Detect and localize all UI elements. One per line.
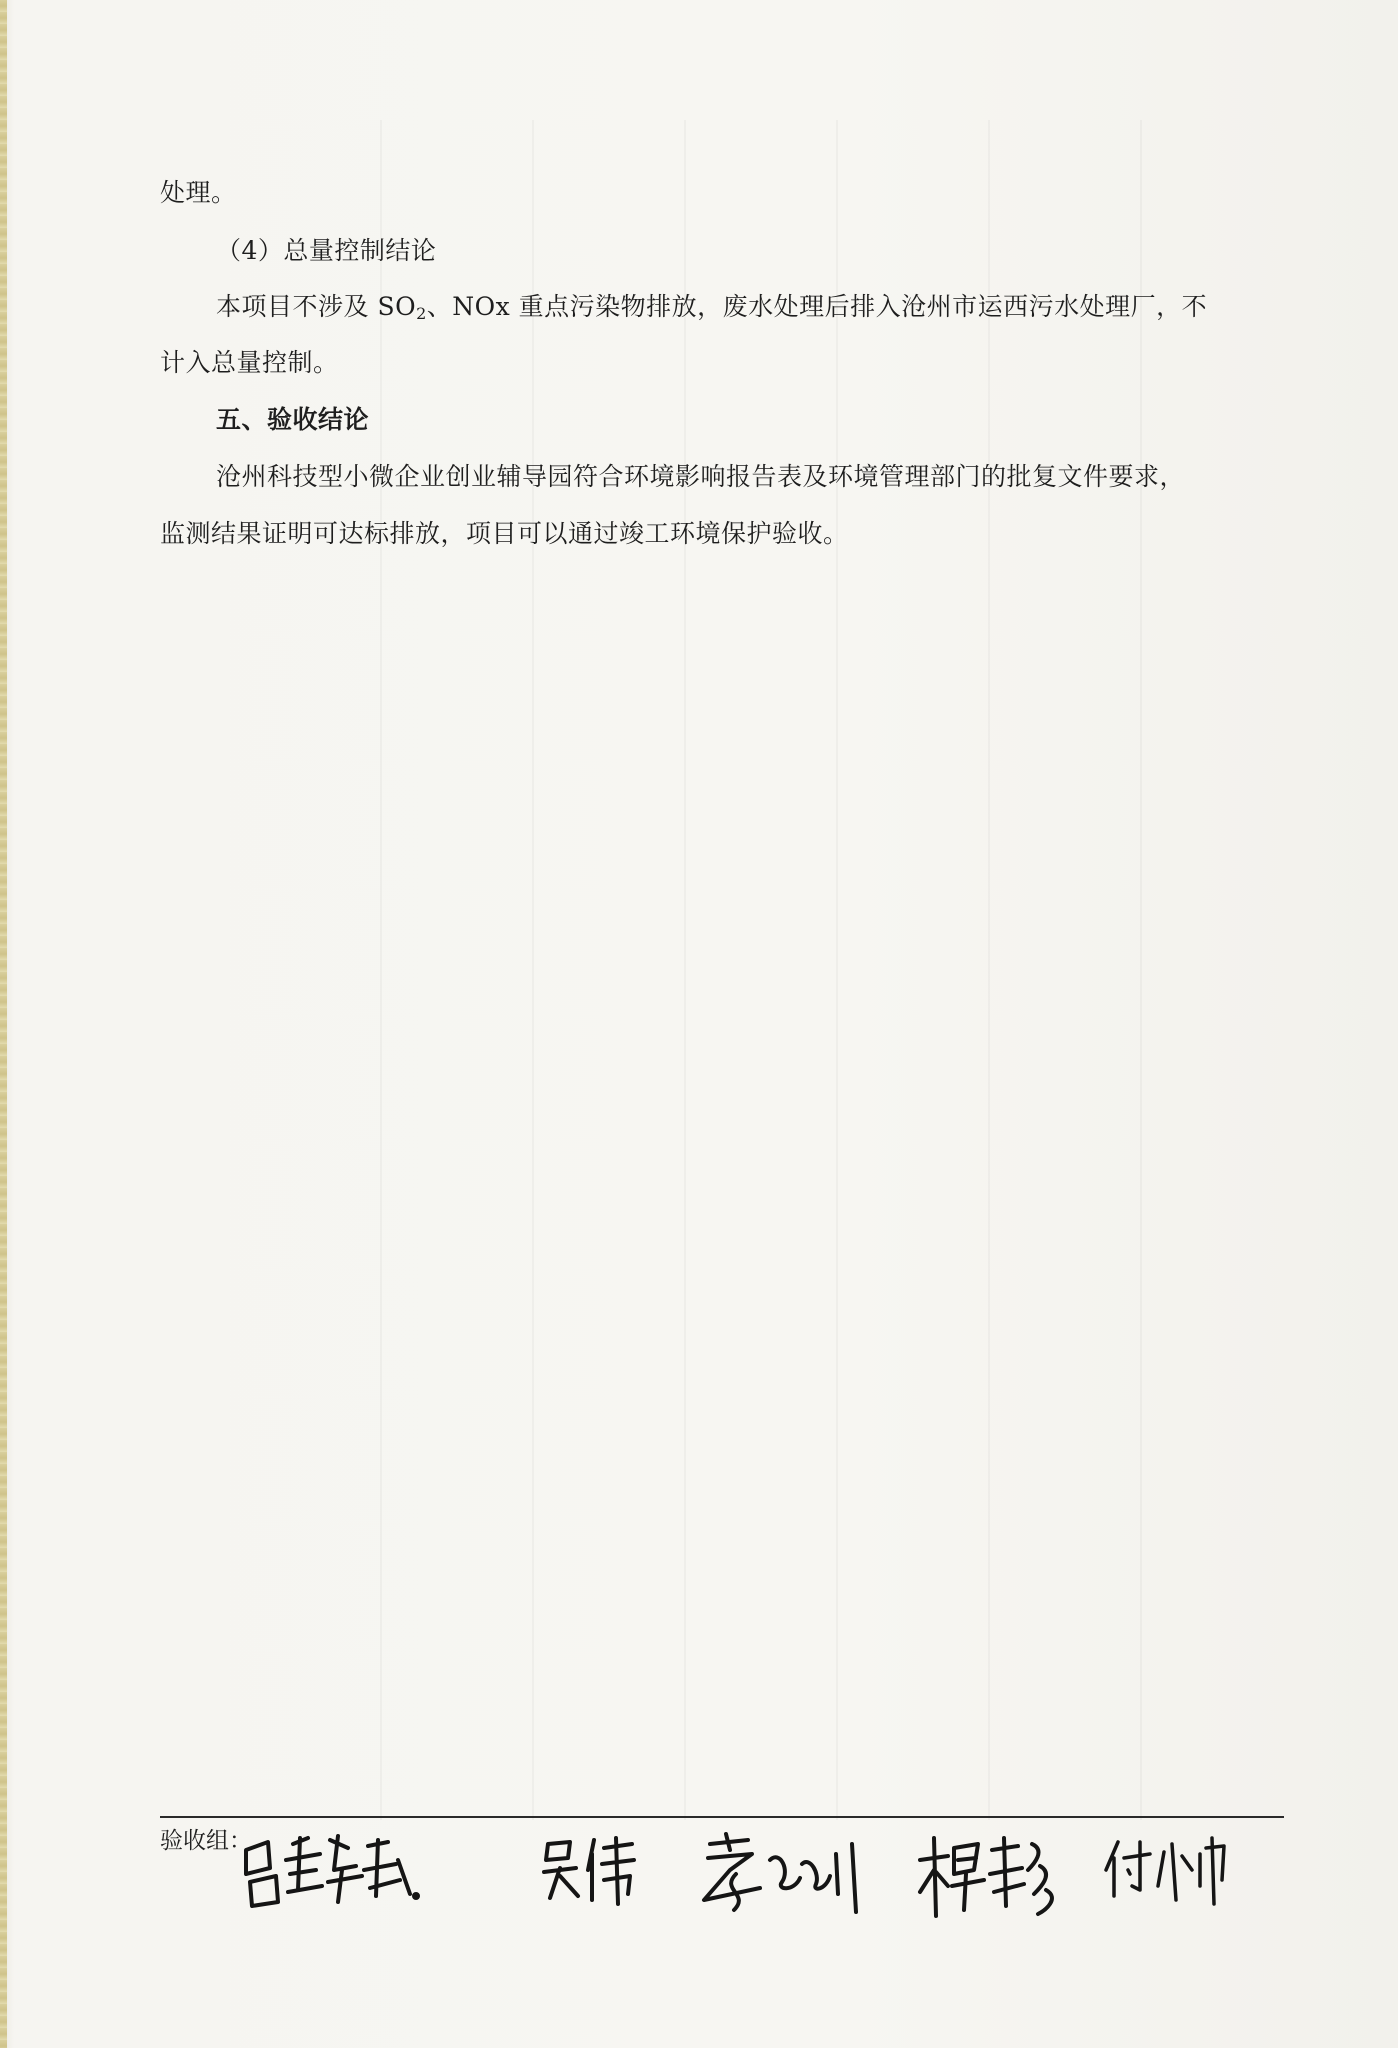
text-line: 沧州科技型小微企业创业辅导园符合环境影响报告表及环境管理部门的批复文件要求， <box>216 462 1186 491</box>
signature-2 <box>540 1830 640 1910</box>
footer-rule <box>160 1816 1284 1818</box>
text-line: 处理。 <box>160 178 237 207</box>
binding-edge <box>0 0 7 2048</box>
signature-3 <box>690 1830 880 1920</box>
section-heading: 五、验收结论 <box>216 405 370 434</box>
signature-1 <box>238 1830 423 1910</box>
text-segment: 、NOx 重点污染物排放，废水处理后排入沧州市运西污水处理厂，不 <box>426 292 1208 321</box>
signature-4 <box>914 1830 1064 1920</box>
subscript: 2 <box>416 304 427 323</box>
text-line <box>216 292 1207 322</box>
text-line: 计入总量控制。 <box>160 348 339 377</box>
text-line: 监测结果证明可达标排放，项目可以通过竣工环境保护验收。 <box>160 519 849 548</box>
acceptance-team-label: 验收组： <box>160 1828 252 1854</box>
signature-5 <box>1100 1830 1230 1910</box>
text-segment: 本项目不涉及 SO <box>216 292 417 321</box>
section-subheading: （4）总量控制结论 <box>216 236 437 265</box>
show-through-background <box>230 120 1230 1820</box>
